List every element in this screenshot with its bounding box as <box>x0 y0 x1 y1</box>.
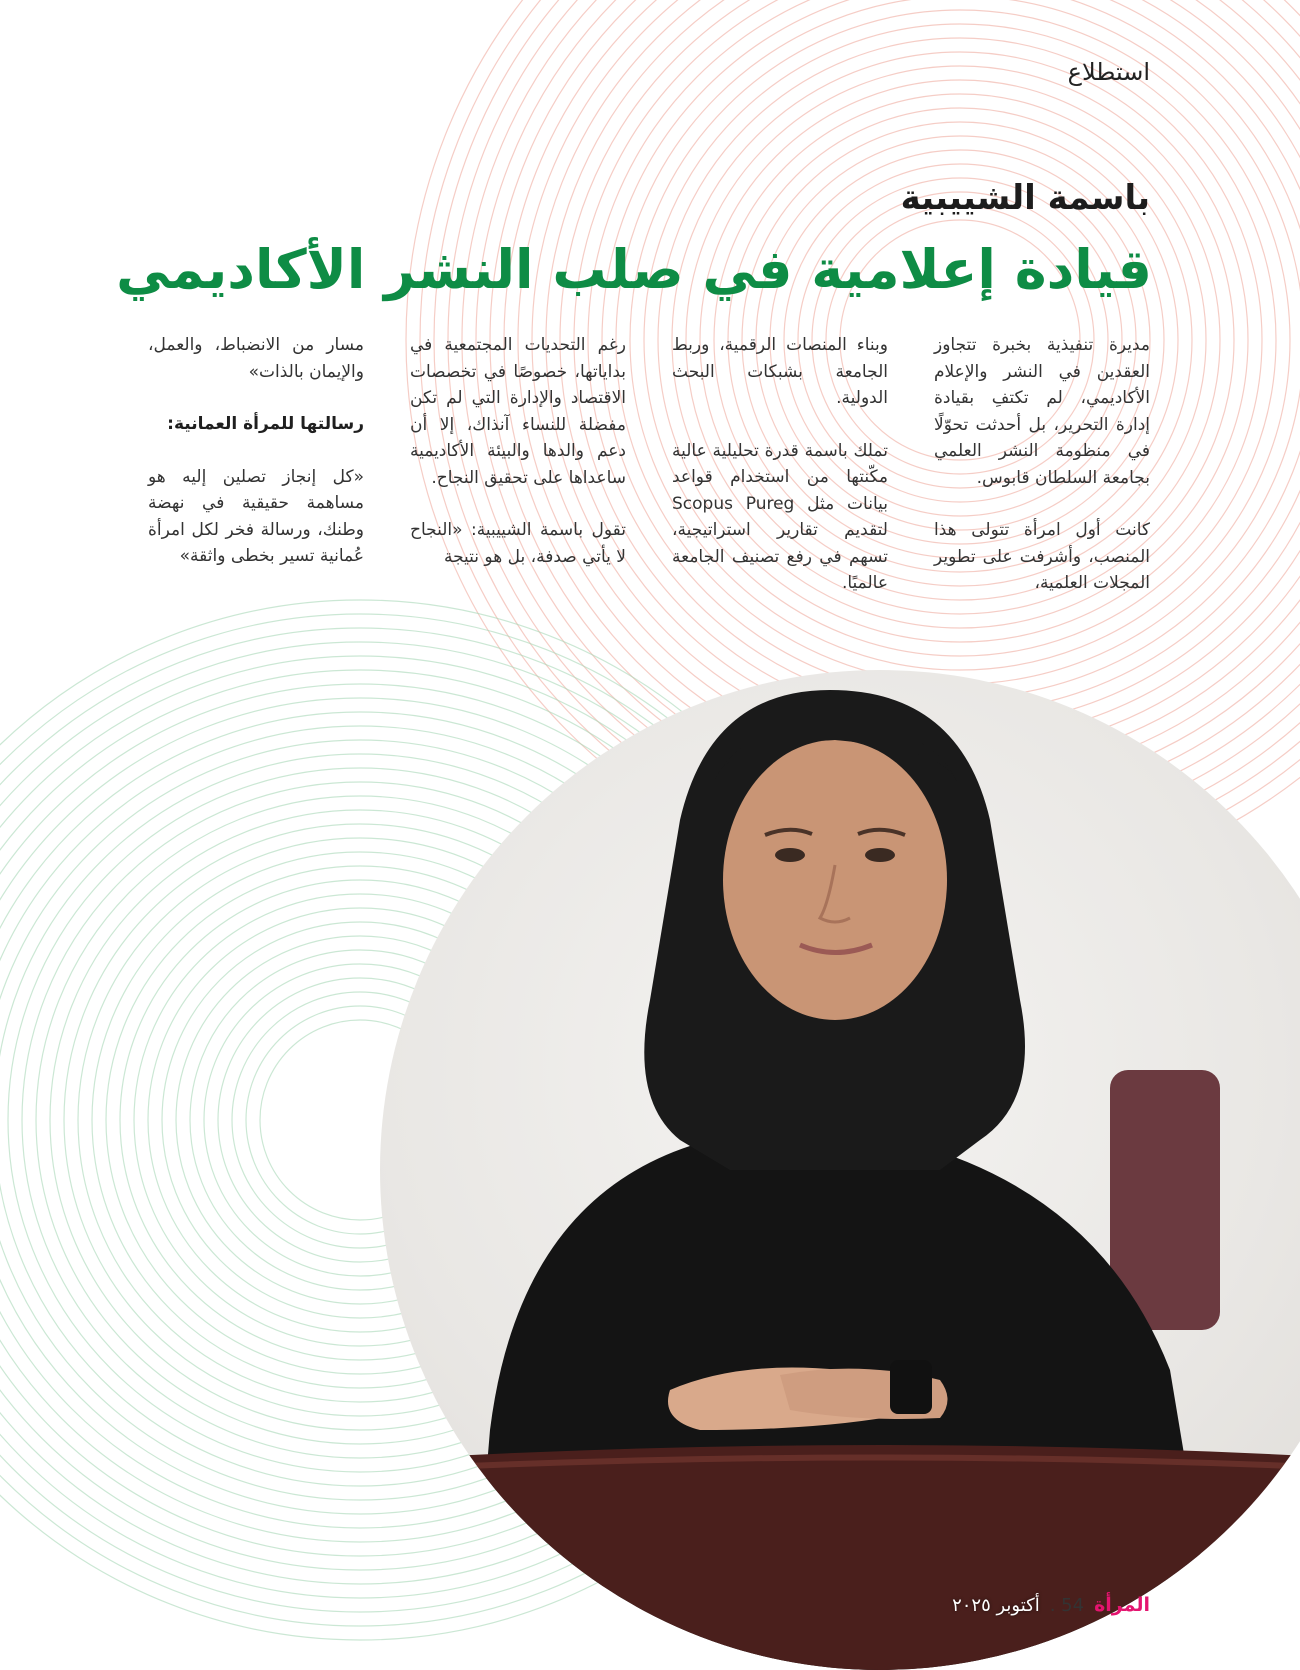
ring-line <box>546 0 1300 754</box>
article-column-4 <box>148 332 364 596</box>
ring-line <box>518 0 1300 782</box>
paragraph: كانت أول امرأة تتولى هذا المنصب، وأشرفت على تطوير المجلات العلمية، <box>934 520 1150 593</box>
paragraph: مديرة تنفيذية بخبرة تتجاوز العقدين في النشر والإعلام الأكاديمي، لم تكتفِ بقيادة إدارة التحرير، بل أحدثت تحوّلًا في منظومة النشر العلمي بجامعة السلطان قابوس. <box>934 335 1150 488</box>
section-label: استطلاع <box>1067 58 1150 86</box>
paragraph: رغم التحديات المجتمعية في بداياتها، خصوصًا في تخصصات الاقتصاد والإدارة التي لم تكن مفضلة للنساء آنذاك، إلا أن دعم والدها والبيئة الأكاديمية ساعداها على تحقيق النجاح. <box>410 335 626 488</box>
paragraph: وبناء المنصات الرقمية، وربط الجامعة بشبكات البحث الدولية. <box>672 335 888 408</box>
article-column-1 <box>934 332 1150 623</box>
portrait-photo <box>380 670 1300 1670</box>
article-column-3 <box>410 332 626 596</box>
paragraph: مسار من الانضباط، والعمل، والإيمان بالذات» <box>148 335 364 382</box>
article-column-2 <box>672 332 888 623</box>
magazine-logo: المرأة <box>1094 1594 1150 1616</box>
ring-line <box>532 0 1300 768</box>
quote: «كل إنجاز تصلين إليه هو مساهمة حقيقية في نهضة وطنك، ورسالة فخر لكل امرأة عُمانية تسير بخطى واثقة» <box>148 466 364 566</box>
issue-date: أكتوبر ٢٠٢٥ <box>952 1594 1040 1616</box>
article-title: قيادة إعلامية في صلب النشر الأكاديمي <box>116 238 1152 301</box>
page-number: 54 . <box>1049 1594 1085 1616</box>
paragraph: تقول باسمة الشييبية: «النجاح لا يأتي صدفة، بل هو نتيجة <box>410 520 626 567</box>
paragraph: تملك باسمة قدرة تحليلية عالية مكّنتها من استخدام قواعد بيانات مثل Scopus Pureg لتقديم تقارير استراتيجية، تسهم في رفع تصنيف الجامعة عالميًا. <box>672 440 888 593</box>
subheading: رسالتها للمرأة العمانية: <box>167 414 364 434</box>
page-footer <box>952 1594 1150 1616</box>
ring-line <box>560 0 1300 740</box>
person-name: باسمة الشييبية <box>900 178 1150 218</box>
